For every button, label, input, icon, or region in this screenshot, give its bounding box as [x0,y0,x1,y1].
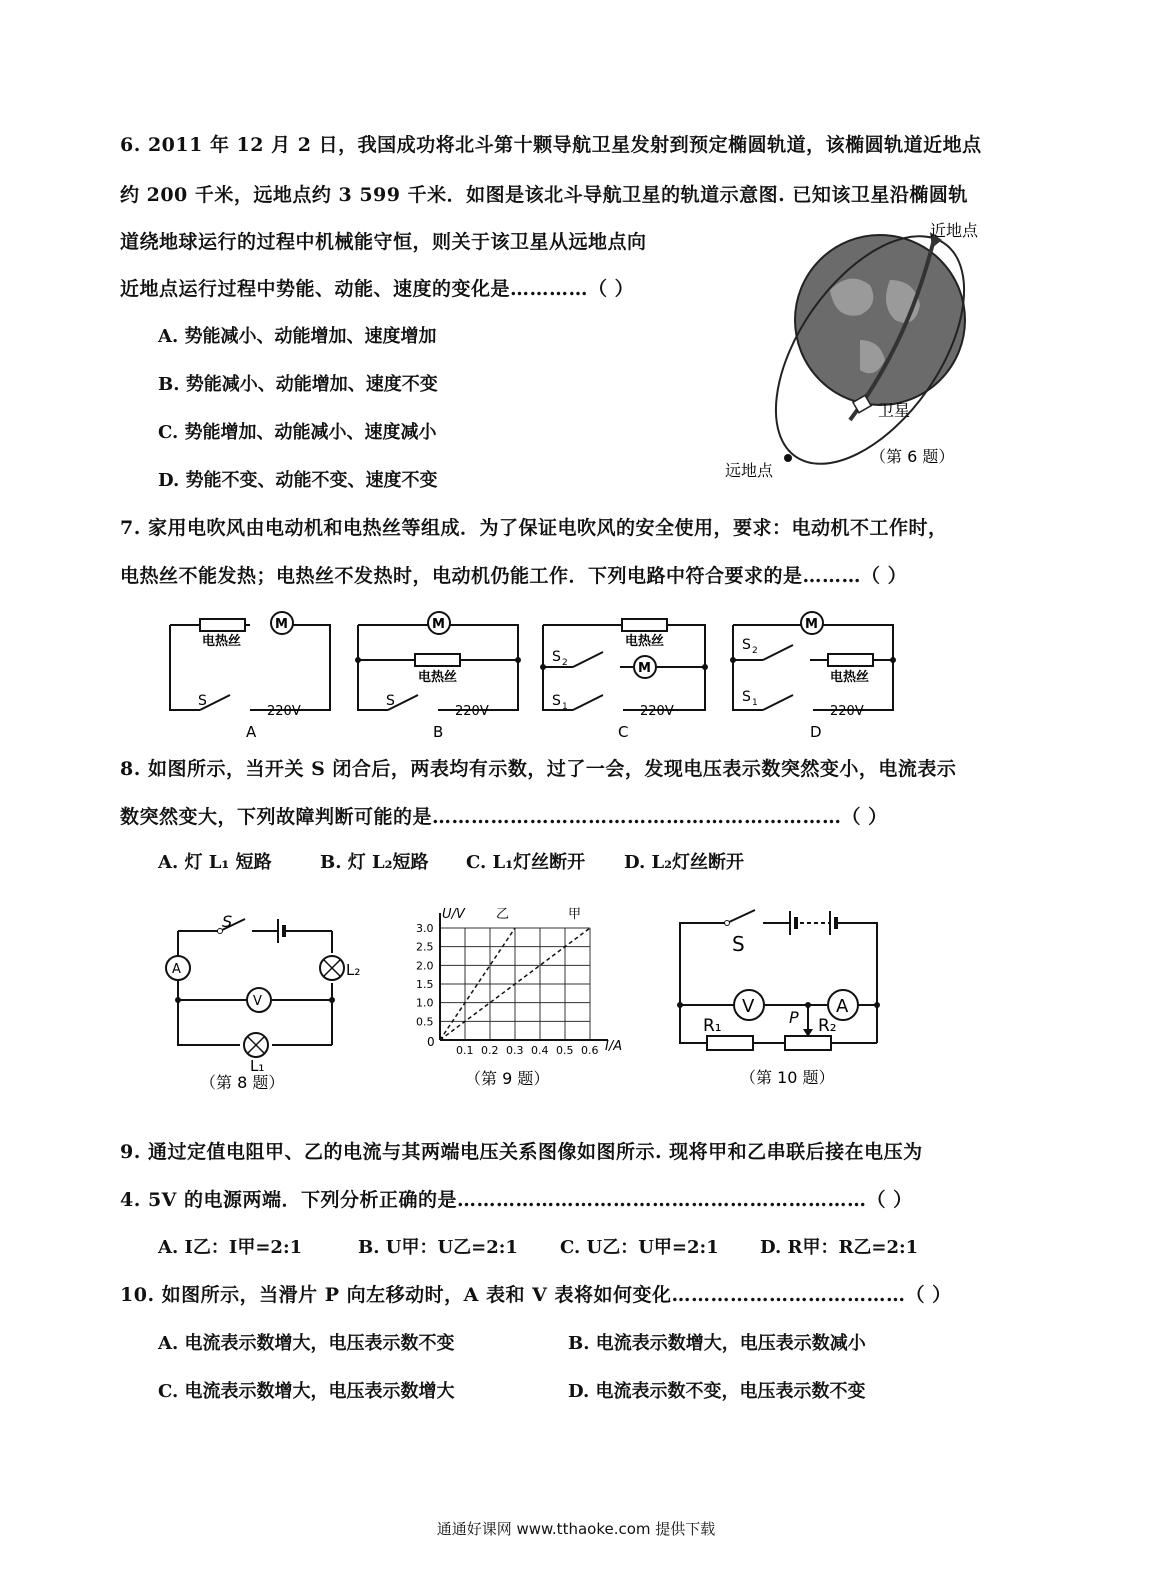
b-switch-label: S [386,693,395,709]
b-circuit-label: B [433,723,444,741]
q10-caption: （第 10 题） [740,1068,835,1087]
q6-line-1: 6. 2011 年 12 月 2 日，我国成功将北斗第十颗导航卫星发射到预定椭圆轨道，该椭圆轨道近地点 [120,134,982,156]
q8-l2-label: L₂ [346,961,361,979]
x-tick-label: 0.5 [556,1044,574,1057]
q6-line-2: 约 200 千米，远地点约 3 599 千米．如图是该北斗导航卫星的轨道示意图. 已知该卫星沿椭圆轨 [120,184,968,206]
d-switch1-label: S [742,689,751,705]
q9-option-d: D. R甲：R乙=2:1 [760,1237,919,1258]
y-tick-label: 1.5 [416,978,434,991]
x-tick-label: 0.2 [481,1044,499,1057]
far-point-dot [784,454,792,462]
c-voltage-label: 220V [640,704,674,719]
series-label-jia: 甲 [568,907,582,922]
q10-ammeter-label: A [836,996,849,1017]
q8-switch-label: S [222,912,233,931]
q7-circuits [160,605,940,750]
q7-line-1: 7. 家用电吹风由电动机和电热丝等组成．为了保证电吹风的安全使用，要求：电动机不工作时， [120,517,948,539]
circuit-a [170,612,330,710]
y-tick-label: 3.0 [416,922,434,935]
a-voltage-label: 220V [267,704,301,719]
q9-option-a: A. I乙：I甲=2:1 [158,1237,303,1258]
y-tick-label: 1.0 [416,996,434,1010]
q10-option-a: A. 电流表示数增大，电压表示数不变 [158,1333,455,1354]
q6-option-c: C. 势能增加、动能减小、速度减小 [158,422,437,443]
q10-p-label: P [789,1008,799,1027]
q10-voltmeter-label: V [742,996,755,1017]
series-label-yi: 乙 [496,907,510,922]
d-switch1-sub: 1 [752,698,758,708]
page-footer: 通通好课网 www.tthaoke.com 提供下载 [436,1520,716,1538]
x-tick-label: 0.1 [456,1044,474,1057]
a-motor-label: M [275,617,288,632]
d-motor-label: M [805,617,818,632]
q6-orbit-figure [720,210,1020,490]
d-circuit-label: D [810,723,822,741]
q10-r2-label: R₂ [818,1016,837,1036]
q8-line-1: 8. 如图所示，当开关 S 闭合后，两表均有示数，过了一会，发现电压表示数突然变小，电流表示 [120,758,957,780]
y-tick-label: 2.5 [416,940,434,954]
q8-ammeter-label: A [172,962,181,977]
x-tick-label: 0.6 [581,1044,599,1057]
q10-switch-label: S [732,932,745,956]
satellite-label: 卫星 [878,401,911,420]
q8-option-d: D. L₂灯丝断开 [624,852,745,873]
q10-option-c: C. 电流表示数增大，电压表示数增大 [158,1381,455,1402]
a-switch-label: S [198,693,207,709]
q6-caption: （第 6 题） [870,447,955,466]
q8-option-a: A. 灯 L₁ 短路 [158,852,272,873]
x-tick-label: 0.3 [506,1044,524,1057]
q9-option-c: C. U乙：U甲=2:1 [560,1237,719,1258]
q10-circuit-figure [665,905,895,1095]
c-switch1-sub: 1 [562,702,568,712]
far-point-label: 远地点 [725,461,774,480]
q9-line-1: 9. 通过定值电阻甲、乙的电流与其两端电压关系图像如图所示. 现将甲和乙串联后接在电压为 [120,1141,923,1163]
q8-option-b: B. 灯 L₂短路 [320,852,429,873]
q6-option-b: B. 势能减小、动能增加、速度不变 [158,374,438,395]
q10-option-b: B. 电流表示数增大，电压表示数减小 [568,1333,866,1354]
x-tick-label: 0.4 [531,1044,549,1057]
d-switch2-label: S [742,637,751,653]
d-switch2-sub: 2 [752,646,758,656]
q9-option-b: B. U甲：U乙=2:1 [358,1237,518,1258]
a-circuit-label: A [246,723,257,741]
q8-line-2: 数突然变大，下列故障判断可能的是………………………………………………………（ ） [120,806,888,828]
b-voltage-label: 220V [455,704,489,719]
c-heater-label: 电热丝 [625,634,665,649]
y-tick-label: 2.0 [416,959,434,973]
c-switch1-label: S [552,693,561,709]
q8-caption: （第 8 题） [200,1073,285,1092]
a-heater-label: 电热丝 [202,634,242,649]
b-heater-label: 电热丝 [418,670,458,685]
y-tick-label: 0.5 [416,1015,434,1029]
q10-option-d: D. 电流表示数不变，电压表示数不变 [568,1381,866,1402]
c-circuit-label: C [618,723,629,741]
q10-line-1: 10. 如图所示，当滑片 P 向左移动时，A 表和 V 表将如何变化………………………………（ ） [120,1284,952,1306]
near-point-label: 近地点 [930,221,979,240]
c-motor-label: M [638,661,651,676]
q6-line-4: 近地点运行过程中势能、动能、速度的变化是…………（ ） [120,278,635,300]
q8-l1-label: L₁ [250,1057,265,1075]
q6-option-d: D. 势能不变、动能不变、速度不变 [158,470,438,491]
q9-line-2: 4. 5V 的电源两端．下列分析正确的是………………………………………………………（ ） [120,1189,913,1211]
q6-line-3: 道绕地球运行的过程中机械能守恒，则关于该卫星从远地点向 [120,231,647,253]
q10-r1-label: R₁ [703,1016,722,1036]
q9-caption: （第 9 题） [465,1069,550,1088]
q8-option-c: C. L₁灯丝断开 [466,852,586,873]
chart-origin: 0 [427,1035,435,1049]
q6-option-a: A. 势能减小、动能增加、速度增加 [158,326,437,347]
q7-line-2: 电热丝不能发热；电热丝不发热时，电动机仍能工作．下列电路中符合要求的是………（ ） [120,565,908,587]
b-motor-label: M [432,617,445,632]
d-voltage-label: 220V [830,704,864,719]
chart-xlabel: I/A [605,1039,623,1054]
q8-circuit-figure [160,905,390,1095]
q9-chart [400,900,623,1095]
c-switch2-label: S [552,649,561,665]
d-heater-label: 电热丝 [830,670,870,685]
earth-globe [795,235,965,405]
chart-ylabel: U/V [442,907,465,922]
q8-voltmeter-label: V [253,994,262,1009]
c-switch2-sub: 2 [562,658,568,668]
